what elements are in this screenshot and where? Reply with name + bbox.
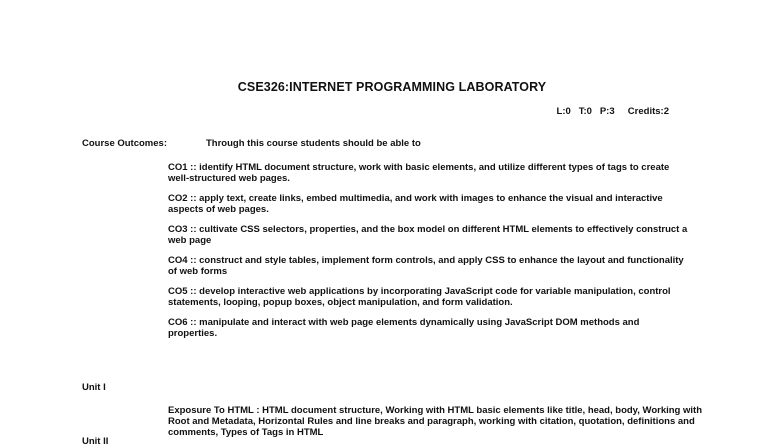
outcome-co1: CO1 :: identify HTML document structure, work with basic elements, and utilize different types of tags to create well-structured web pages. (168, 162, 670, 184)
outcome-co5: CO5 :: develop interactive web applications by incorporating JavaScript code for variable manipulation, control statements, looping, popup boxes, object manipulation, and form validation. (168, 286, 671, 308)
outcome-co2: CO2 :: apply text, create links, embed multimedia, and work with images to enhance the visual and interactive aspects of web pages. (168, 193, 663, 215)
outcome-co6: CO6 :: manipulate and interact with web page elements dynamically using JavaScript DOM methods and properties. (168, 317, 640, 339)
unit1-content (168, 405, 703, 438)
unit1-heading: Exposure To HTML : (168, 405, 260, 416)
outcome-co3: CO3 :: cultivate CSS selectors, properties, and the box model on different HTML elements to effectively construct a web page (168, 224, 688, 246)
credits-line: L:0 T:0 P:3 Credits:2 (556, 106, 669, 117)
unit1-text: HTML document structure, Working with HTML basic elements like title, head, body, Working with Root and Metadata, Horizontal Rules and line breaks and paragraph, working with citation, quotation, definitions and comments, Types of Tags in HTML (168, 405, 702, 438)
unit1-label: Unit I (82, 382, 106, 393)
course-outcomes-list (168, 162, 688, 348)
outcome-co4: CO4 :: construct and style tables, implement form controls, and apply CSS to enhance the layout and functionality of web forms (168, 255, 684, 277)
course-outcomes-intro: Through this course students should be able to (206, 138, 421, 149)
course-outcomes-label: Course Outcomes: (82, 138, 167, 149)
unit2-label: Unit II (82, 436, 109, 447)
course-title: CSE326:INTERNET PROGRAMMING LABORATORY (237, 80, 547, 94)
